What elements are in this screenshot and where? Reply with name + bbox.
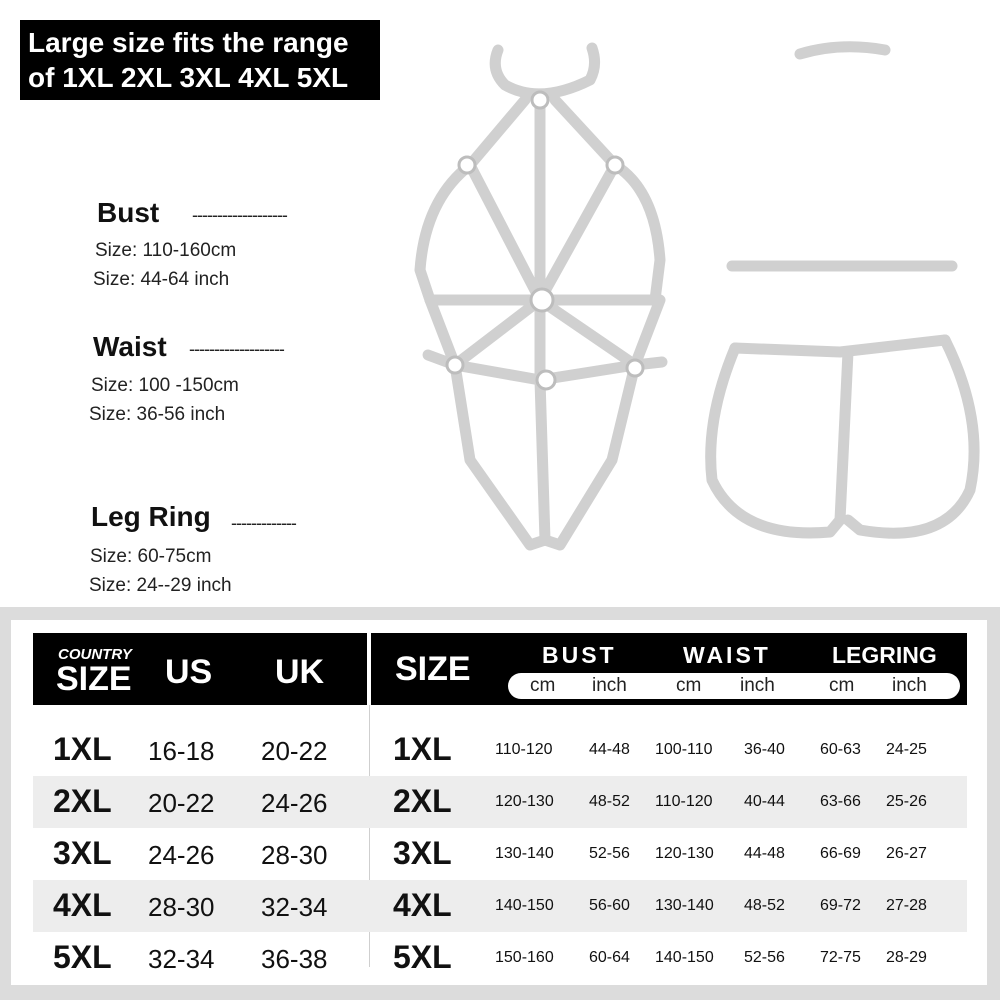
legring-cm-cell: 63-66 xyxy=(820,793,861,810)
waist-cm-cell: 130-140 xyxy=(655,897,714,914)
us-cell: 16-18 xyxy=(148,736,215,766)
legring-cm-cell: 60-63 xyxy=(820,741,861,758)
bust-inch-cell: 60-64 xyxy=(589,949,630,966)
uk-label: UK xyxy=(275,653,325,691)
leg-ring-cm: Size: 60-75cm xyxy=(90,546,212,567)
bust-inch-cell: 48-52 xyxy=(589,793,630,810)
bust-title: Bust xyxy=(97,197,160,228)
waist-inch-cell: 44-48 xyxy=(744,845,785,862)
size-left-cell: 3XL xyxy=(53,835,112,871)
unit-waist-cm: cm xyxy=(676,675,702,696)
unit-legring-cm: cm xyxy=(829,675,855,696)
bust-cm-cell: 120-130 xyxy=(495,793,554,810)
legring-inch-cell: 25-26 xyxy=(886,793,927,810)
leg-ring-inch: Size: 24--29 inch xyxy=(89,575,232,596)
bust-inch: Size: 44-64 inch xyxy=(93,269,230,290)
legring-header: LEGRING xyxy=(832,642,937,668)
bust-header: BUST xyxy=(542,642,617,668)
waist-dashes: ------------------- xyxy=(189,339,284,359)
uk-cell: 32-34 xyxy=(261,892,328,922)
size-right-cell: 3XL xyxy=(393,835,452,871)
size-left-cell: 2XL xyxy=(53,783,112,819)
size-left-cell: 5XL xyxy=(53,939,112,975)
legring-inch-cell: 28-29 xyxy=(886,949,927,966)
us-cell: 28-30 xyxy=(148,892,215,922)
unit-waist-inch: inch xyxy=(740,675,775,696)
leg-ring-piece xyxy=(711,340,974,533)
harness-product-image xyxy=(400,30,990,570)
us-cell: 20-22 xyxy=(148,788,215,818)
uk-cell: 20-22 xyxy=(261,736,328,766)
legring-inch-cell: 26-27 xyxy=(886,845,927,862)
unit-bust-inch: inch xyxy=(592,675,627,696)
size-left-cell: 1XL xyxy=(53,731,112,767)
bust-cm-cell: 140-150 xyxy=(495,897,554,914)
waist-header: WAIST xyxy=(683,642,771,668)
size-label-left: SIZE xyxy=(56,660,132,698)
bust-inch-cell: 44-48 xyxy=(589,741,630,758)
size-left-cell: 4XL xyxy=(53,887,112,923)
uk-cell: 36-38 xyxy=(261,944,328,974)
us-cell: 24-26 xyxy=(148,840,215,870)
waist-cm: Size: 100 -150cm xyxy=(91,375,239,396)
legring-cm-cell: 72-75 xyxy=(820,949,861,966)
legring-cm-cell: 66-69 xyxy=(820,845,861,862)
waist-inch-cell: 40-44 xyxy=(744,793,785,810)
banner-line-1: Large size fits the range xyxy=(28,27,349,58)
legring-inch-cell: 27-28 xyxy=(886,897,927,914)
waist-inch-cell: 52-56 xyxy=(744,949,785,966)
waist-cm-cell: 120-130 xyxy=(655,845,714,862)
banner-line-2: of 1XL 2XL 3XL 4XL 5XL xyxy=(28,62,349,93)
size-right-cell: 5XL xyxy=(393,939,452,975)
legring-inch-cell: 24-25 xyxy=(886,741,927,758)
uk-cell: 24-26 xyxy=(261,788,328,818)
waist-inch-cell: 36-40 xyxy=(744,741,785,758)
waist-inch-cell: 48-52 xyxy=(744,897,785,914)
waist-cm-cell: 110-120 xyxy=(655,793,713,810)
waist-title: Waist xyxy=(93,331,167,362)
bust-dashes: ------------------- xyxy=(192,205,287,225)
waist-cm-cell: 140-150 xyxy=(655,949,714,966)
waist-inch: Size: 36-56 inch xyxy=(89,404,226,425)
bust-cm-cell: 150-160 xyxy=(495,949,554,966)
country-label: COUNTRY xyxy=(58,646,132,663)
bust-inch-cell: 52-56 xyxy=(589,845,630,862)
size-right-cell: 1XL xyxy=(393,731,452,767)
waist-cm-cell: 100-110 xyxy=(655,741,713,758)
leg-ring-title: Leg Ring xyxy=(91,501,211,532)
leg-ring-dashes: ------------- xyxy=(231,513,296,533)
size-right-cell: 4XL xyxy=(393,887,452,923)
us-label: US xyxy=(165,653,213,691)
uk-cell: 28-30 xyxy=(261,840,328,870)
size-label-right: SIZE xyxy=(395,650,471,688)
legring-cm-cell: 69-72 xyxy=(820,897,861,914)
bust-cm-cell: 110-120 xyxy=(495,741,553,758)
us-cell: 32-34 xyxy=(148,944,215,974)
range-banner xyxy=(20,20,380,100)
collar-piece xyxy=(800,47,885,54)
unit-bust-cm: cm xyxy=(530,675,556,696)
bust-inch-cell: 56-60 xyxy=(589,897,630,914)
bust-cm: Size: 110-160cm xyxy=(95,240,237,261)
unit-legring-inch: inch xyxy=(892,675,927,696)
bust-cm-cell: 130-140 xyxy=(495,845,554,862)
size-right-cell: 2XL xyxy=(393,783,452,819)
